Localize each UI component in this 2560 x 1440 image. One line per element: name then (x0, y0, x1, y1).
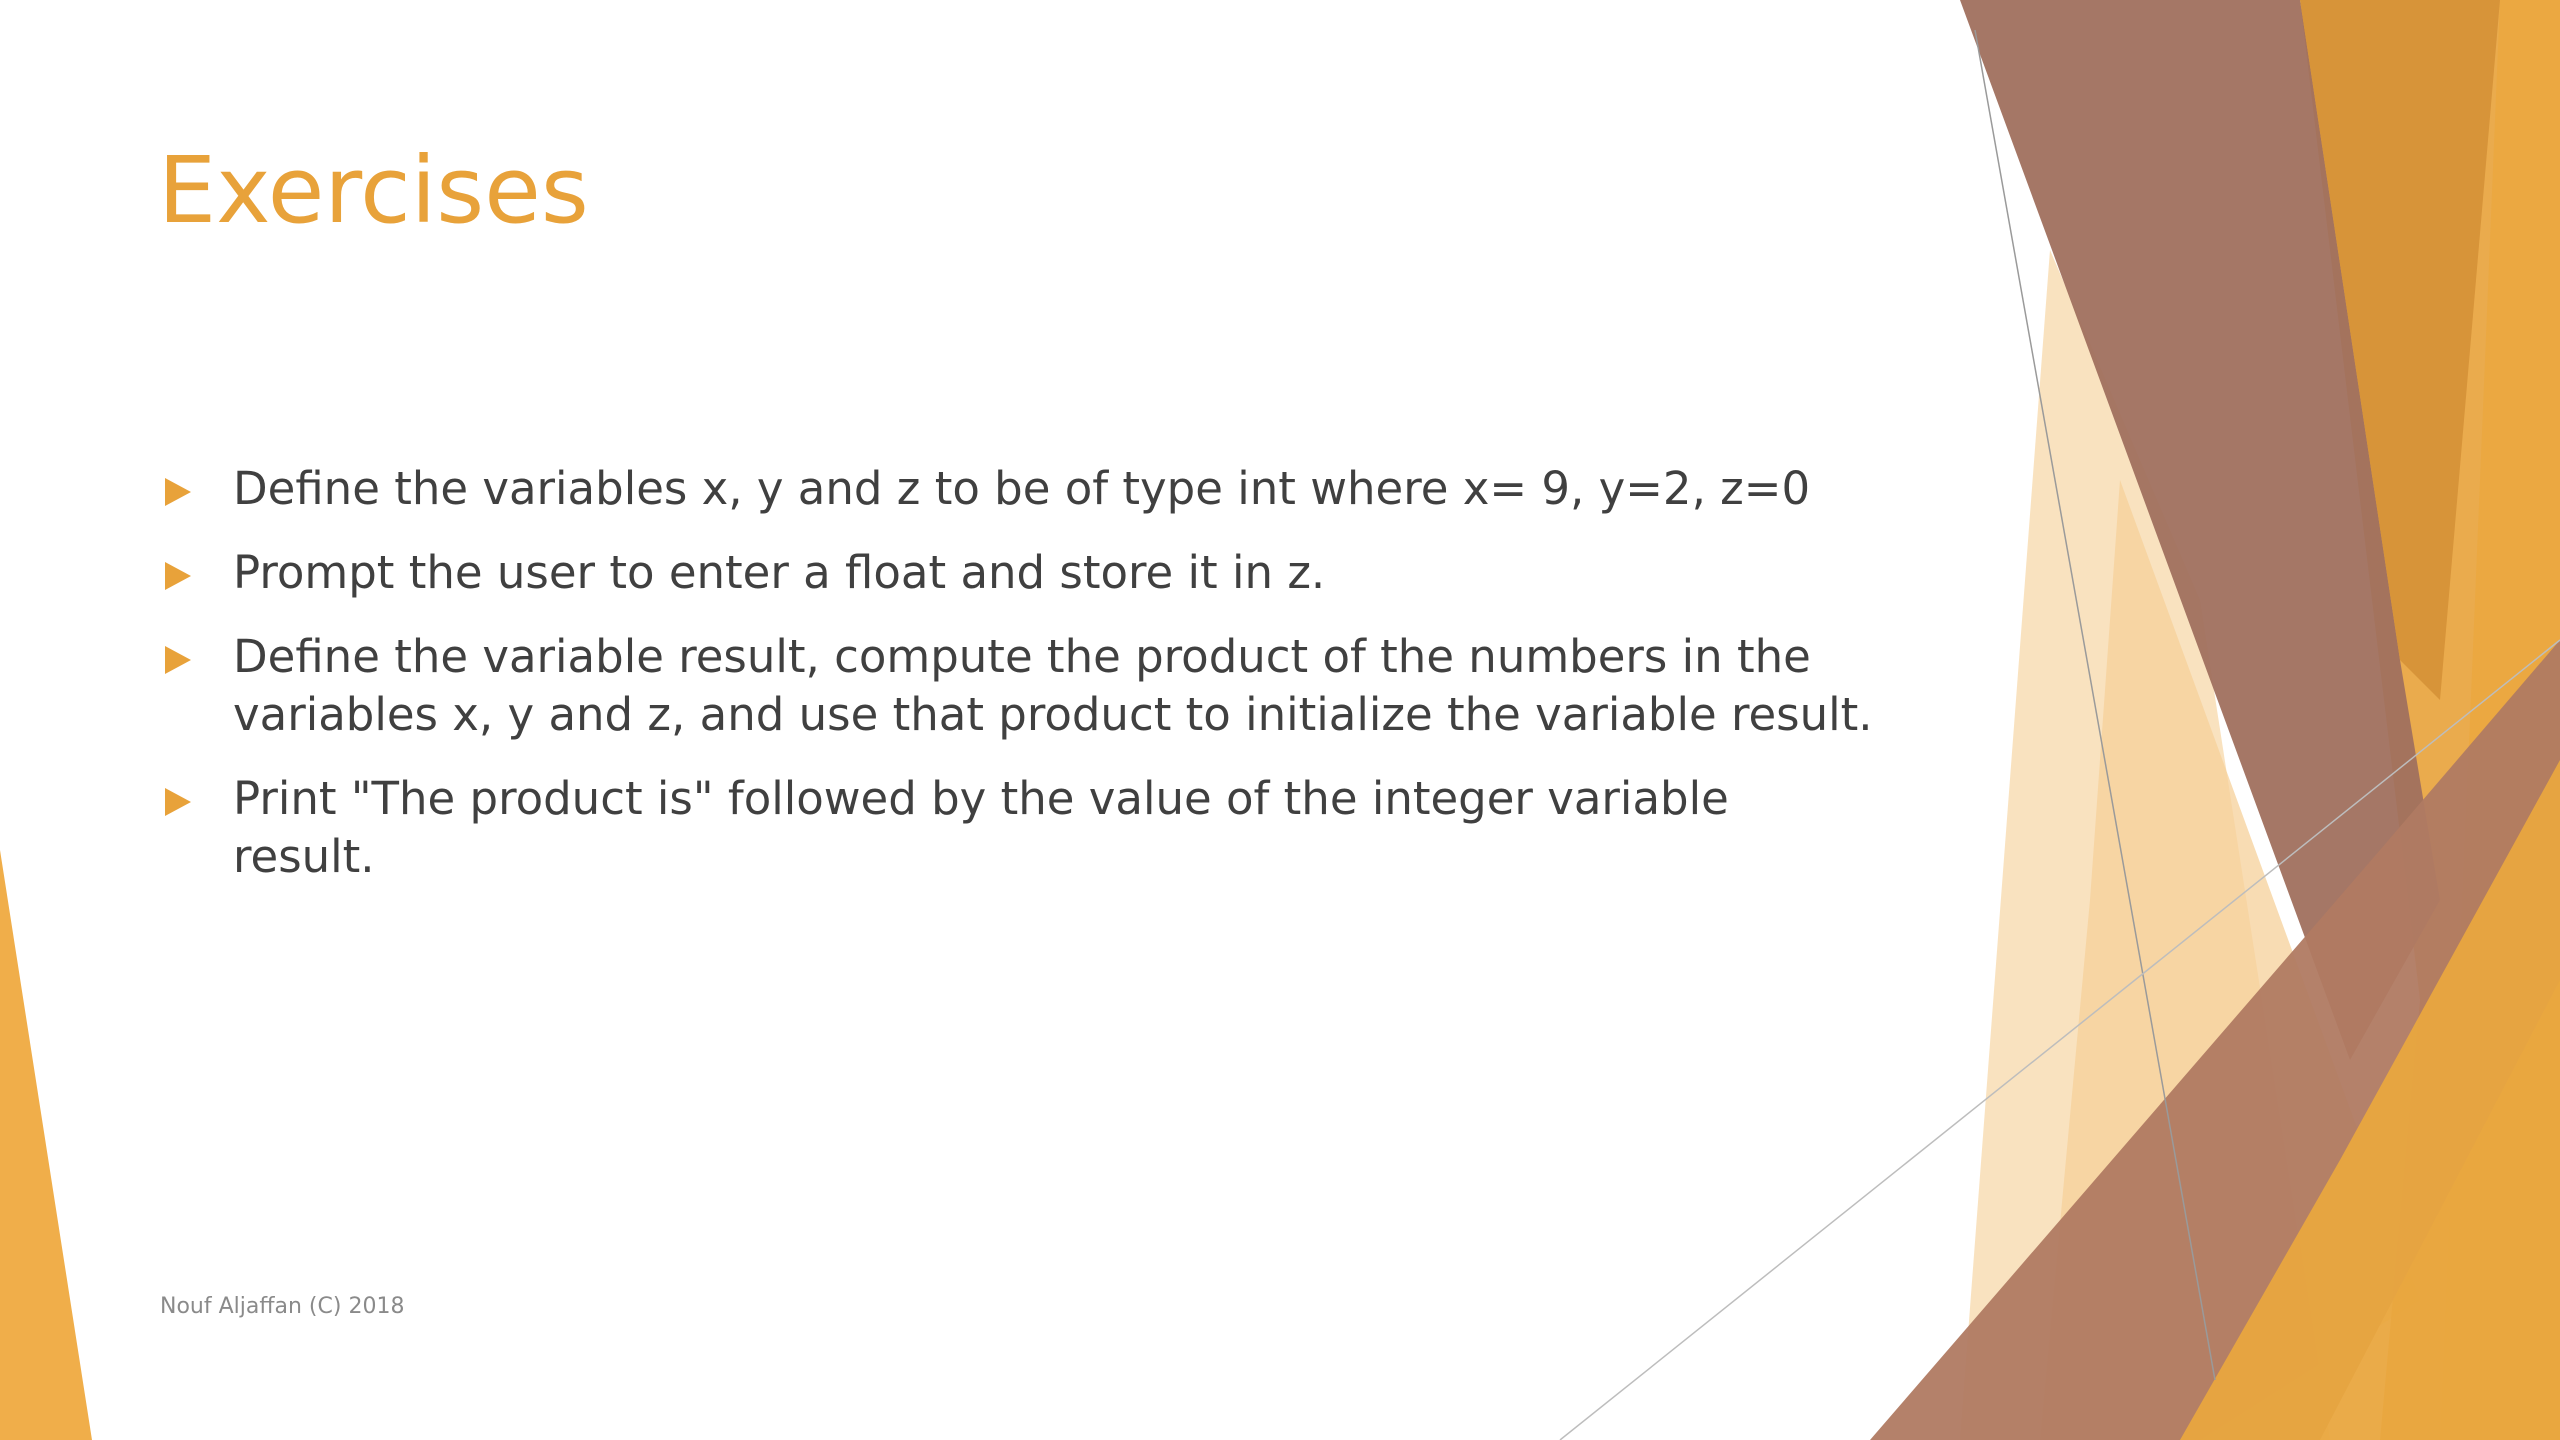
slide-title: Exercises (158, 137, 589, 244)
triangle-right-icon (165, 562, 191, 590)
bullet-text: Define the variables x, y and z to be of type int where x= 9, y=2, z=0 (233, 462, 1811, 515)
bullet-list (160, 460, 1880, 912)
bullet-text: Prompt the user to enter a float and store it in z. (233, 546, 1326, 599)
bullet-text: Define the variable result, compute the product of the numbers in the variables x, y and z, and use that product to initialize the variable result. (233, 630, 1873, 741)
footer-text: Nouf Aljaffan (C) 2018 (160, 1294, 405, 1319)
bullet-item (160, 628, 1880, 744)
left-facet (0, 850, 92, 1440)
triangle-right-icon (165, 788, 191, 816)
bullet-item (160, 770, 1880, 886)
bullet-item (160, 460, 1880, 518)
bullet-text: Print "The product is" followed by the value of the integer variable result. (233, 772, 1729, 883)
bullet-item (160, 544, 1880, 602)
triangle-right-icon (165, 646, 191, 674)
triangle-right-icon (165, 478, 191, 506)
